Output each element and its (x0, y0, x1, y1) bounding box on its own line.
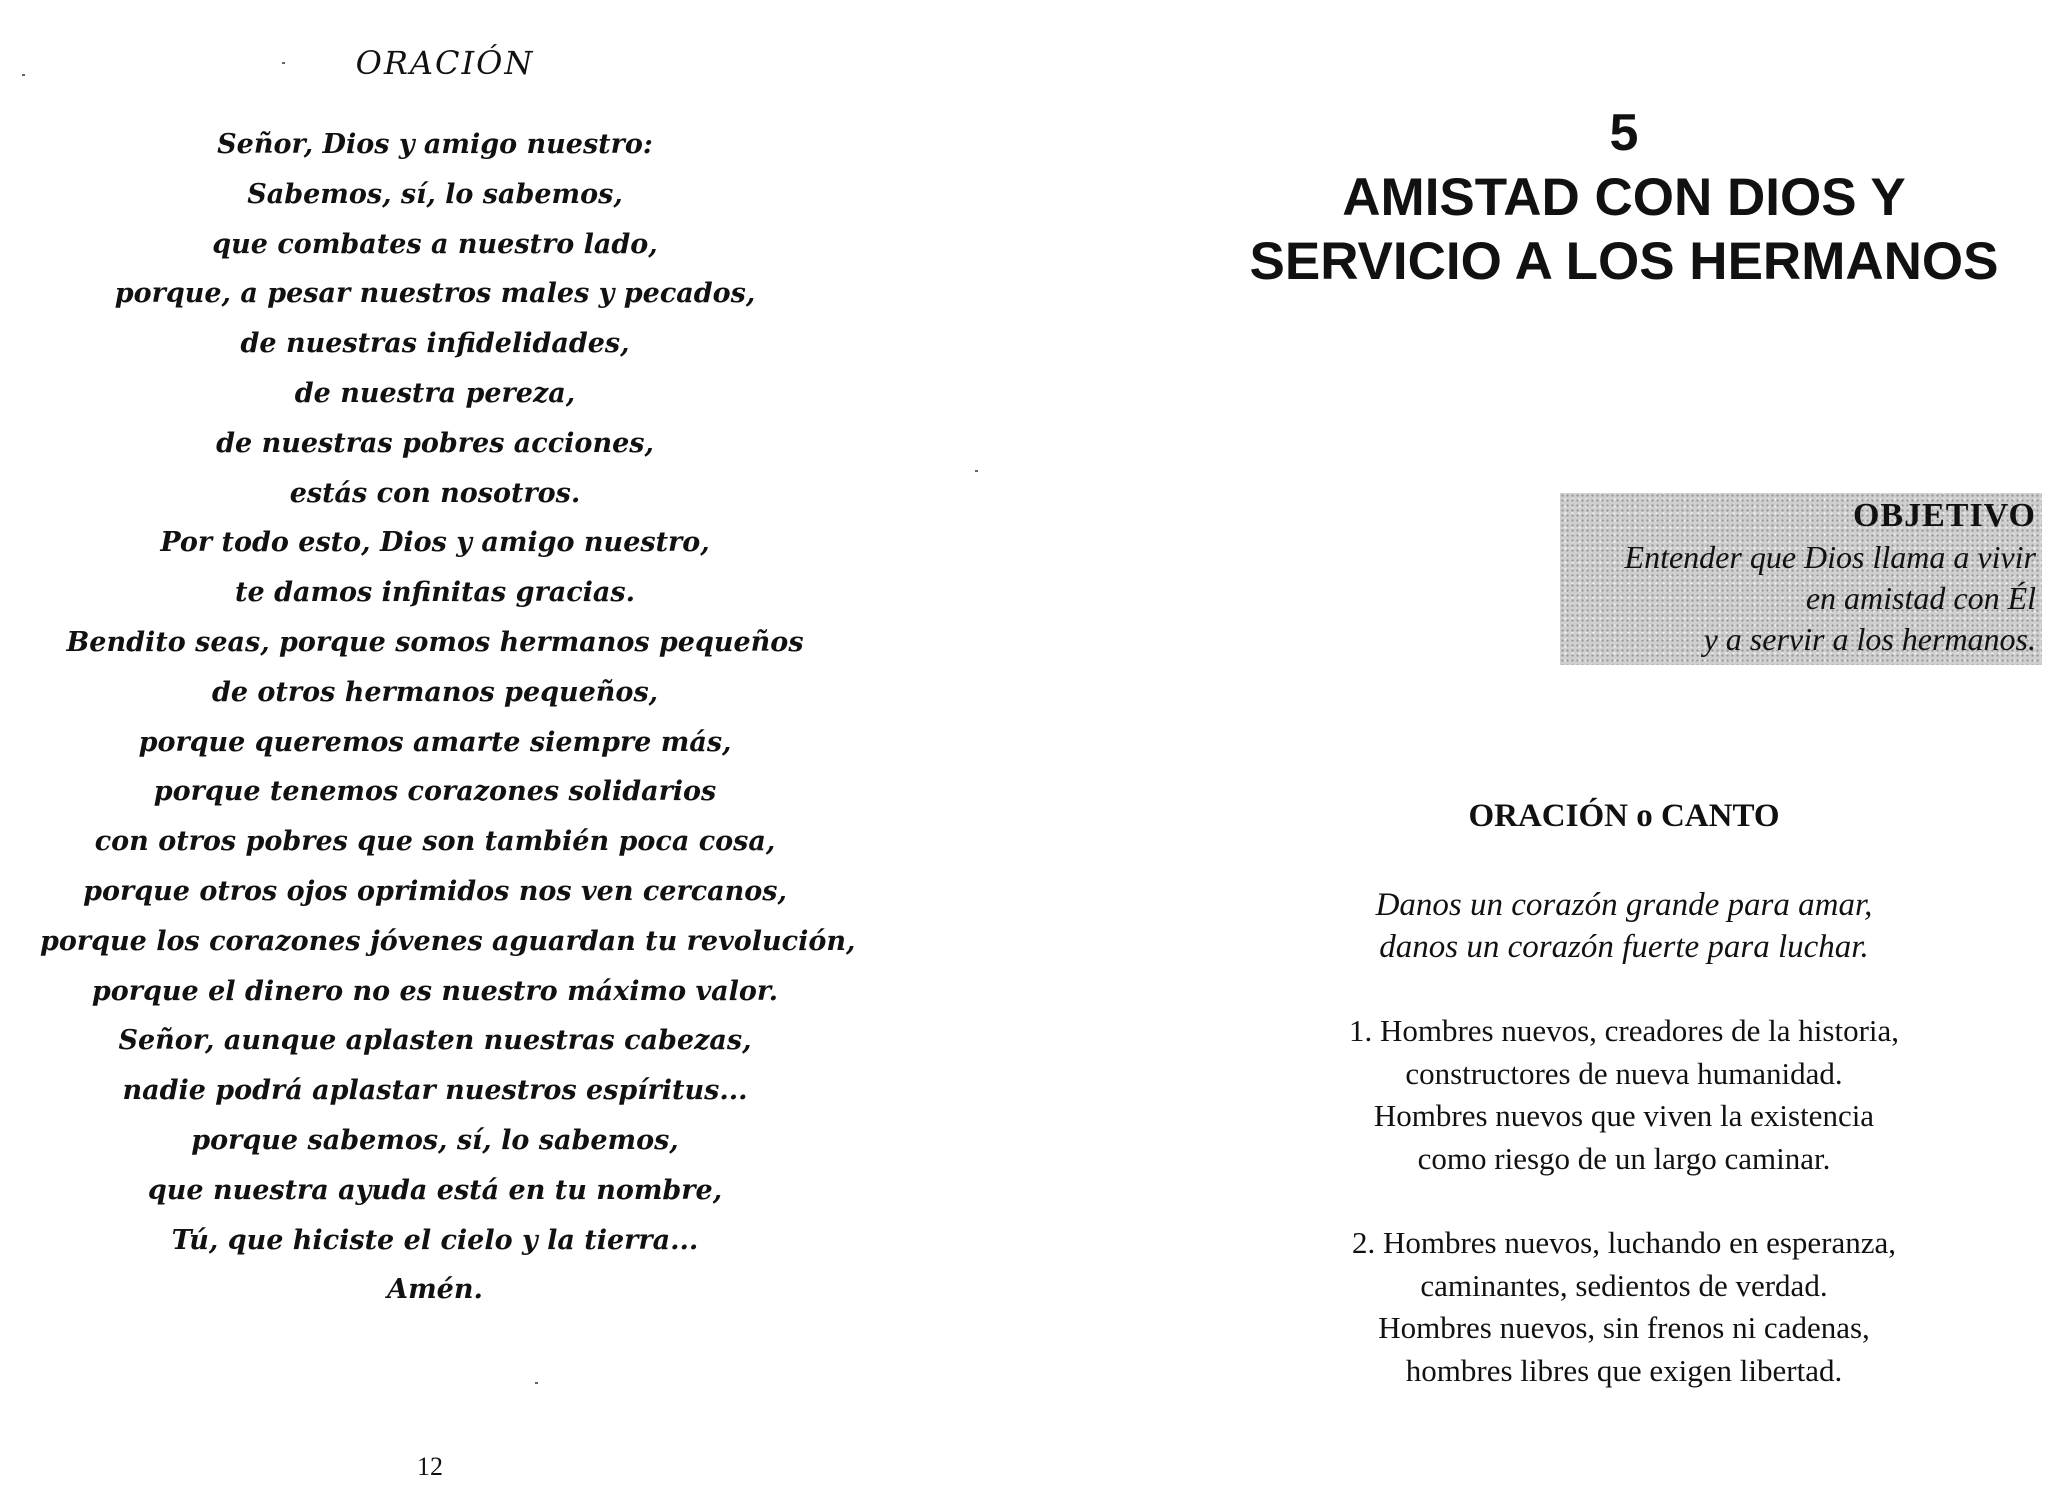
verse-line: hombres libres que exigen libertad. (1405, 1352, 1843, 1388)
refrain-line: danos un corazón fuerte para luchar. (1379, 929, 1869, 965)
scan-speck (535, 1382, 538, 1384)
prayer-line: porque, a pesar nuestros males y pecados, (114, 278, 756, 310)
prayer-line: que combates a nuestro lado, (212, 228, 658, 260)
verse-line: 2. Hombres nuevos, luchando en esperanza, (1351, 1225, 1897, 1260)
prayer-line: de nuestra pereza, (294, 377, 576, 409)
prayer-line: con otros pobres que son también poca cosa, (94, 826, 776, 858)
objective-box (1560, 493, 2042, 665)
chapter-title (1200, 166, 2048, 294)
refrain-line: Danos un corazón grande para amar, (1375, 887, 1873, 923)
prayer-line: de nuestras infidelidades, (240, 328, 630, 360)
prayer-line: Bendito seas, porque somos hermanos pequeños (66, 626, 804, 658)
prayer-line: de nuestras pobres acciones, (216, 427, 654, 459)
verse-line: constructores de nueva humanidad. (1405, 1055, 1843, 1091)
section-heading: ORACIÓN o CANTO (1468, 798, 1780, 834)
prayer-line: Tú, que hiciste el cielo y la tierra... (171, 1224, 699, 1256)
prayer-line: Sabemos, sí, lo sabemos, (247, 178, 623, 210)
verse-line: como riesgo de un largo caminar. (1417, 1140, 1831, 1176)
song-verse (1200, 1222, 2048, 1392)
prayer-line: porque los corazones jóvenes aguardan tu revolución, (40, 925, 856, 957)
song-refrain (1200, 884, 2048, 968)
prayer-line: estás con nosotros. (289, 477, 581, 509)
objective-line: en amistad con Él (1805, 580, 2036, 616)
objective-line: Entender que Dios llama a vivir (1624, 539, 2036, 575)
prayer-line: porque el dinero no es nuestro máximo valor. (91, 975, 779, 1007)
verse-line: 1. Hombres nuevos, creadores de la historia, (1348, 1013, 1900, 1048)
page-number: 12 (417, 1452, 443, 1481)
prayer-line: te damos infinitas gracias. (235, 577, 635, 609)
prayer-line: porque tenemos corazones solidarios (153, 776, 717, 808)
prayer-line: nadie podrá aplastar nuestros espíritus... (122, 1075, 748, 1107)
prayer-line: que nuestra ayuda está en tu nombre, (147, 1174, 723, 1206)
prayer-text (40, 120, 856, 1315)
scan-speck (282, 62, 285, 64)
prayer-line: Amén. (387, 1274, 483, 1306)
prayer-line: Por todo esto, Dios y amigo nuestro, (160, 527, 710, 559)
objective-heading: OBJETIVO (1852, 497, 2036, 534)
verse-line: Hombres nuevos que viven la existencia (1373, 1098, 1875, 1133)
prayer-line: Señor, Dios y amigo nuestro: (217, 129, 653, 160)
right-page (1200, 0, 2048, 1492)
prayer-line: porque queremos amarte siempre más, (138, 726, 732, 758)
verse-line: Hombres nuevos, sin frenos ni cadenas, (1378, 1310, 1870, 1345)
prayer-line: porque sabemos, sí, lo sabemos, (191, 1124, 679, 1156)
left-page (0, 0, 1000, 1492)
verse-line: caminantes, sedientos de verdad. (1420, 1267, 1828, 1303)
prayer-line: de otros hermanos pequeños, (211, 676, 659, 708)
objective-text (1560, 537, 2036, 660)
song-verse (1200, 1010, 2048, 1180)
chapter-title-line: AMISTAD CON DIOS Y (1342, 168, 1906, 227)
scan-speck (22, 74, 25, 76)
prayer-title: ORACIÓN (355, 44, 535, 82)
chapter-title-line: SERVICIO A LOS HERMANOS (1249, 232, 1999, 291)
scan-speck (975, 470, 978, 472)
prayer-line: porque otros ojos oprimidos nos ven cercanos, (83, 875, 787, 907)
prayer-line: Señor, aunque aplasten nuestras cabezas, (118, 1025, 752, 1057)
chapter-number: 5 (1609, 104, 1639, 162)
objective-line: y a servir a los hermanos. (1703, 621, 2036, 657)
